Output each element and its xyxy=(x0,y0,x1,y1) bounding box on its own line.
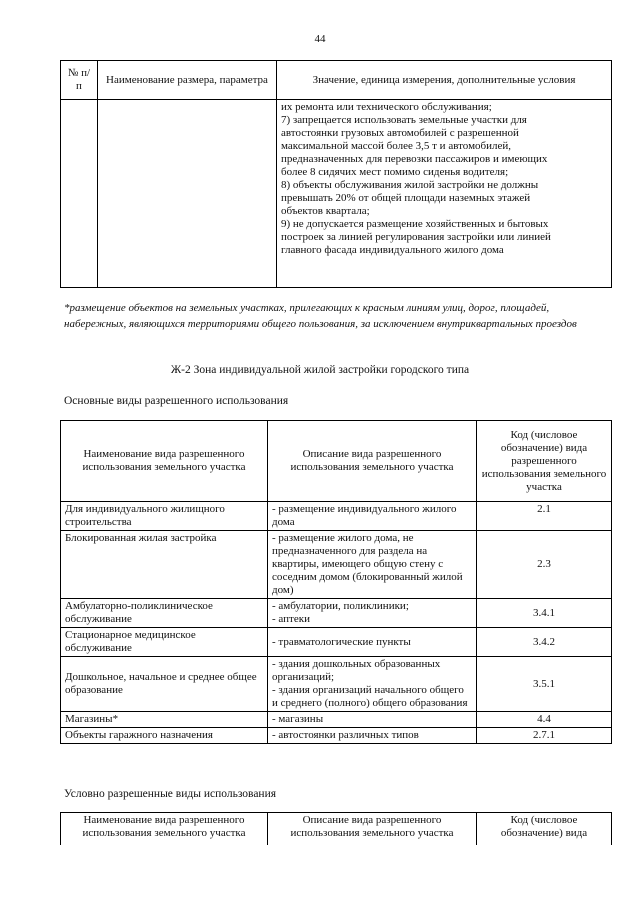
description-line: - аптеки xyxy=(272,613,310,625)
footnote: *размещение объектов на земельных участках, прилегающих к красным линиям улиц, дорог, площадей, набережных, являющихся территориями общего пользования, за исключением внутриквартальных проездов xyxy=(64,302,577,330)
value-line: 7) запрещается использовать земельные участки для xyxy=(281,114,527,126)
table-row xyxy=(61,628,612,657)
value-line: предназначенных для перевозки пассажиров и имеющих xyxy=(281,153,548,165)
col-code-header: Код (числовое обозначение) вида xyxy=(477,813,612,846)
value-line: их ремонта или технического обслуживания; xyxy=(281,101,492,113)
table-row xyxy=(61,502,612,531)
number-cell xyxy=(61,100,98,288)
use-description-cell: - травматологические пункты xyxy=(268,628,477,657)
table-row xyxy=(61,728,612,744)
table-header-row xyxy=(61,421,612,502)
value-line: главного фасада индивидуального жилого дома xyxy=(281,244,504,256)
main-uses-table xyxy=(60,420,612,744)
value-line: максимальной массой более 3,5 т и автомобилей, xyxy=(281,140,512,152)
value-line: автостоянки грузовых автомобилей с разрешенной xyxy=(281,127,519,139)
description-line: - амбулатории, поликлиники; xyxy=(272,600,409,612)
table-header-row xyxy=(61,61,612,100)
value-line: построек за линией регулирования застройки или линией xyxy=(281,231,551,243)
col-name-header: Наименование вида разрешенного использования земельного участка xyxy=(61,421,268,502)
value-line: более 8 сидячих мест помимо сиденья водителя; xyxy=(281,166,509,178)
use-name-cell: Для индивидуального жилищного строительства xyxy=(61,502,268,531)
use-code-cell: 2.3 xyxy=(477,531,612,599)
zone-title: Ж-2 Зона индивидуальной жилой застройки городского типа xyxy=(170,364,470,376)
section-title-main: Основные виды разрешенного использования xyxy=(64,395,289,407)
col-description-header: Описание вида разрешенного использования земельного участка xyxy=(268,813,477,846)
use-name-cell: Дошкольное, начальное и среднее общее образование xyxy=(61,657,268,712)
col-number-header: № п/п xyxy=(61,61,98,100)
table-row xyxy=(61,599,612,628)
col-description-header: Описание вида разрешенного использования земельного участка xyxy=(268,421,477,502)
col-name-header: Наименование вида разрешенного использования земельного участка xyxy=(61,813,268,846)
col-parameter-header: Наименование размера, параметра xyxy=(98,61,277,100)
use-description-cell xyxy=(268,657,477,712)
table-row xyxy=(61,100,612,288)
use-code-cell: 2.1 xyxy=(477,502,612,531)
use-name-cell: Стационарное медицинское обслуживание xyxy=(61,628,268,657)
value-line: 9) не допускается размещение хозяйственных и бытовых xyxy=(281,218,549,230)
col-value-header: Значение, единица измерения, дополнительные условия xyxy=(277,61,612,100)
value-line: превышать 20% от общей площади наземных этажей xyxy=(281,192,531,204)
col-code-header: Код (числовое обозначение) вида разрешенного использования земельного участка xyxy=(477,421,612,502)
use-description-cell: - размещение индивидуального жилого дома xyxy=(268,502,477,531)
value-line: 8) объекты обслуживания жилой застройки не должны xyxy=(281,179,539,191)
conditional-uses-table xyxy=(60,812,612,845)
value-cell xyxy=(277,100,612,288)
use-description-cell xyxy=(268,599,477,628)
use-code-cell: 3.4.2 xyxy=(477,628,612,657)
use-code-cell: 4.4 xyxy=(477,712,612,728)
use-description-cell: - автостоянки различных типов xyxy=(268,728,477,744)
value-line: объектов квартала; xyxy=(281,205,370,217)
description-line: - здания дошкольных образованных организаций; xyxy=(272,658,441,683)
page-number: 44 xyxy=(314,33,326,45)
section-title-conditional: Условно разрешенные виды использования xyxy=(64,788,277,800)
use-name-cell: Объекты гаражного назначения xyxy=(61,728,268,744)
use-code-cell: 3.5.1 xyxy=(477,657,612,712)
table-header-row xyxy=(61,813,612,846)
use-description-cell: - размещение жилого дома, не предназначенного для раздела на квартиры, имеющего общую стену с соседним домом (блокированный жилой дом) xyxy=(268,531,477,599)
use-code-cell: 2.7.1 xyxy=(477,728,612,744)
use-description-cell: - магазины xyxy=(268,712,477,728)
table-row xyxy=(61,712,612,728)
restrictions-table xyxy=(60,60,612,288)
use-name-cell: Амбулаторно-поликлиническое обслуживание xyxy=(61,599,268,628)
parameter-cell xyxy=(98,100,277,288)
description-line: - здания организаций начального общего и среднего (полного) общего образования xyxy=(272,684,468,709)
use-code-cell: 3.4.1 xyxy=(477,599,612,628)
table-row xyxy=(61,657,612,712)
table-row xyxy=(61,531,612,599)
use-name-cell: Магазины* xyxy=(61,712,268,728)
use-name-cell: Блокированная жилая застройка xyxy=(61,531,268,599)
